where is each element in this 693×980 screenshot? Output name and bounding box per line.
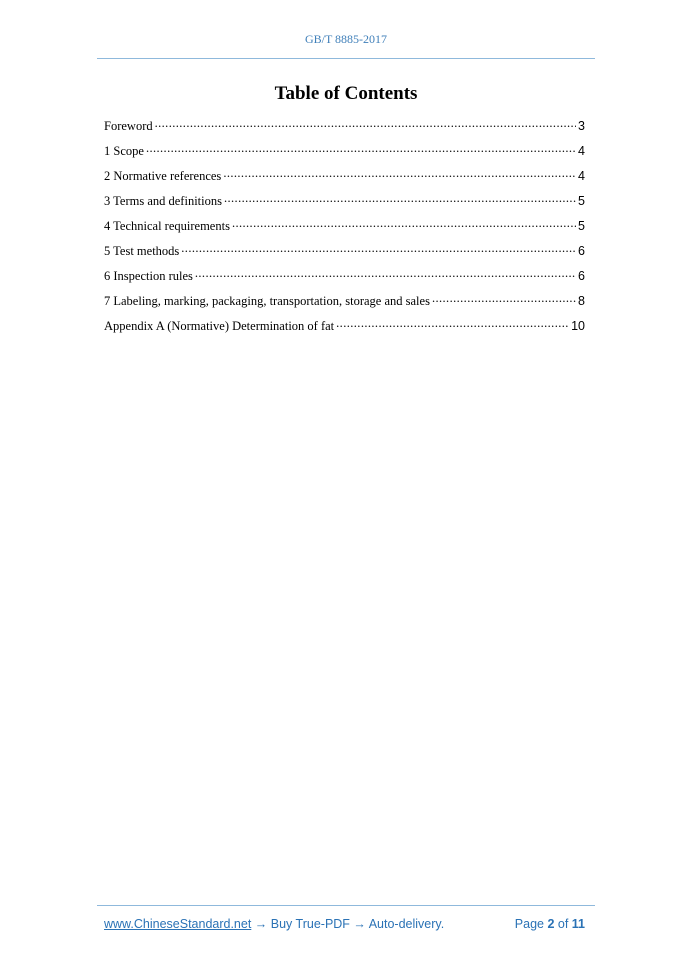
page-mid: of <box>554 917 572 931</box>
toc-entry-label: 3 Terms and definitions <box>104 194 222 208</box>
toc-leader-dots <box>223 166 576 180</box>
header-divider <box>97 58 595 59</box>
toc-entry-page: 10 <box>571 319 585 333</box>
toc-entry-appendix-a[interactable] <box>104 316 585 341</box>
footer-promo <box>104 916 444 932</box>
toc-entry-page: 6 <box>578 244 585 258</box>
toc-entry-technical-requirements[interactable] <box>104 216 585 241</box>
toc-entry-page: 5 <box>578 194 585 208</box>
toc-leader-dots <box>432 291 576 305</box>
toc-entry-labeling-marking[interactable] <box>104 291 585 316</box>
toc-leader-dots <box>224 191 576 205</box>
toc-list <box>104 116 585 341</box>
toc-entry-foreword[interactable] <box>104 116 585 141</box>
toc-leader-dots <box>146 141 576 155</box>
toc-entry-page: 5 <box>578 219 585 233</box>
toc-entry-label: 4 Technical requirements <box>104 219 230 233</box>
toc-entry-label: 7 Labeling, marking, packaging, transportation, storage and sales <box>104 294 430 308</box>
toc-entry-page: 3 <box>578 119 585 133</box>
toc-entry-normative-references[interactable] <box>104 166 585 191</box>
toc-title: Table of Contents <box>274 83 418 104</box>
toc-entry-label: Foreword <box>104 119 153 133</box>
page-prefix: Page <box>514 917 548 931</box>
toc-leader-dots <box>232 216 576 230</box>
toc-entry-terms-definitions[interactable] <box>104 191 585 216</box>
page-footer <box>104 916 585 932</box>
toc-entry-inspection-rules[interactable] <box>104 266 585 291</box>
toc-entry-label: Appendix A (Normative) Determination of fat <box>104 319 335 333</box>
toc-entry-page: 8 <box>578 294 585 308</box>
website-link[interactable]: www.ChineseStandard.net <box>104 917 252 931</box>
toc-leader-dots <box>336 316 569 330</box>
toc-entry-label: 5 Test methods <box>104 244 180 258</box>
page-total: 11 <box>571 917 585 931</box>
toc-entry-label: 6 Inspection rules <box>104 269 193 283</box>
toc-entry-label: 2 Normative references <box>104 169 222 183</box>
toc-leader-dots <box>155 116 576 130</box>
page-current: 2 <box>547 917 555 931</box>
toc-entry-page: 4 <box>578 169 585 183</box>
page-header <box>97 30 595 48</box>
toc-entry-page: 4 <box>578 144 585 158</box>
toc-entry-scope[interactable] <box>104 141 585 166</box>
toc-entry-page: 6 <box>578 269 585 283</box>
page-number <box>515 916 585 932</box>
footer-divider <box>97 905 595 906</box>
footer-tagline: → Buy True-PDF → Auto-delivery. <box>251 917 445 931</box>
document-code: GB/T 8885-2017 <box>304 32 388 46</box>
toc-leader-dots <box>195 266 576 280</box>
toc-leader-dots <box>181 241 576 255</box>
toc-entry-label: 1 Scope <box>104 144 144 158</box>
toc-entry-test-methods[interactable] <box>104 241 585 266</box>
